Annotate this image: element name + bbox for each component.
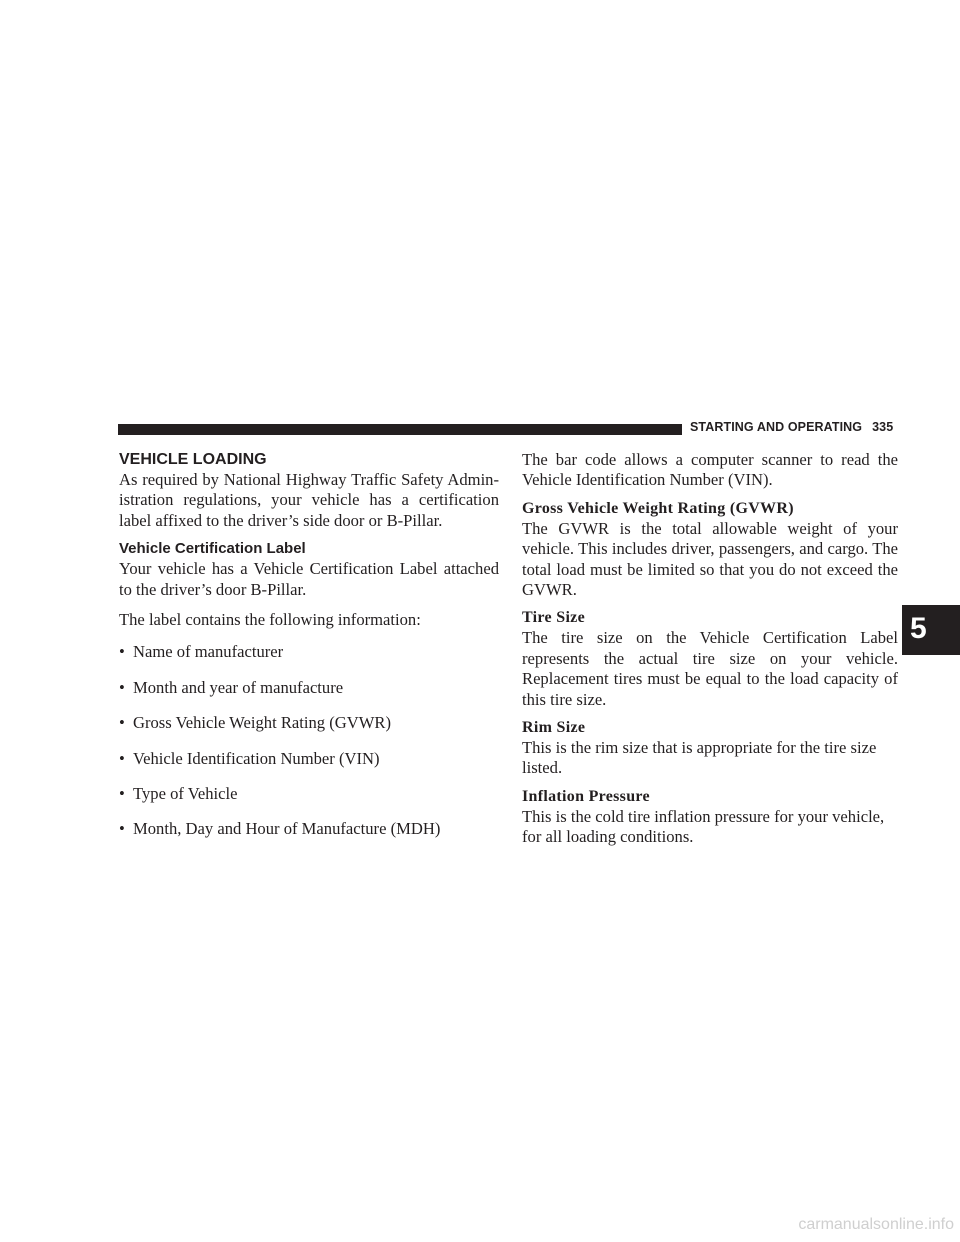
- heading-rim-size: Rim Size: [522, 719, 586, 737]
- watermark: carmanualsonline.info: [798, 1216, 954, 1233]
- page-title: VEHICLE LOADING: [119, 451, 267, 468]
- inflation-pressure-paragraph: This is the cold tire inflation pressure for your vehicle, for all loading conditions.: [522, 806, 885, 847]
- bullet-icon: •: [119, 784, 125, 804]
- bullet-icon: •: [119, 713, 125, 733]
- list-intro: The label contains the following information:: [119, 610, 421, 630]
- bullet-icon: •: [119, 819, 125, 839]
- tire-size-paragraph: The tire size on the Vehicle Certification Label represents the actual tire size on your vehicle. Replacement tires must be equal to the load capacity of this tire size.: [522, 628, 898, 709]
- info-list: [119, 642, 499, 839]
- list-item: • Vehicle Identification Number (VIN): [119, 748, 380, 768]
- bullet-icon: •: [119, 677, 125, 697]
- list-item: • Type of Vehicle: [119, 784, 238, 804]
- certification-paragraph: Your vehicle has a Vehicle Certification Label attached to the driver’s door B-Pillar.: [119, 559, 499, 599]
- barcode-paragraph: The bar code allows a computer scanner to read the Vehicle Identification Number (VIN).: [522, 450, 898, 490]
- header-rule: [118, 424, 682, 435]
- right-column: [522, 450, 898, 848]
- heading-tire-size: Tire Size: [522, 609, 585, 627]
- left-column: [119, 450, 499, 855]
- list-item: • Month and year of manufacture: [119, 677, 344, 697]
- rim-size-paragraph: This is the rim size that is appropriate for the tire size listed.: [522, 738, 877, 778]
- subheading-certification-label: Vehicle Certification Label: [119, 540, 306, 558]
- page-number: 335: [872, 420, 894, 434]
- list-item: • Name of manufacturer: [119, 642, 284, 662]
- list-item: • Gross Vehicle Weight Rating (GVWR): [119, 713, 391, 733]
- gvwr-paragraph: The GVWR is the total allowable weight of your vehicle. This includes driver, passengers, and cargo. The total load must be limited so that you do not exceed the GVWR.: [522, 518, 898, 600]
- bullet-icon: •: [119, 748, 125, 768]
- section-title: STARTING AND OPERATING: [690, 420, 863, 434]
- list-item: • Month, Day and Hour of Manufacture (MDH): [119, 819, 441, 839]
- chapter-tab: [902, 605, 960, 655]
- heading-inflation-pressure: Inflation Pressure: [522, 787, 650, 805]
- running-head: [690, 420, 900, 434]
- heading-gvwr: Gross Vehicle Weight Rating (GVWR): [522, 499, 794, 517]
- bullet-icon: •: [119, 642, 125, 662]
- intro-paragraph: As required by National Highway Traffic Safety Admin-istration regulations, your vehicle has a certification label affixed to the driver’s side door or B-Pillar.: [119, 470, 499, 530]
- chapter-number: 5: [910, 612, 927, 645]
